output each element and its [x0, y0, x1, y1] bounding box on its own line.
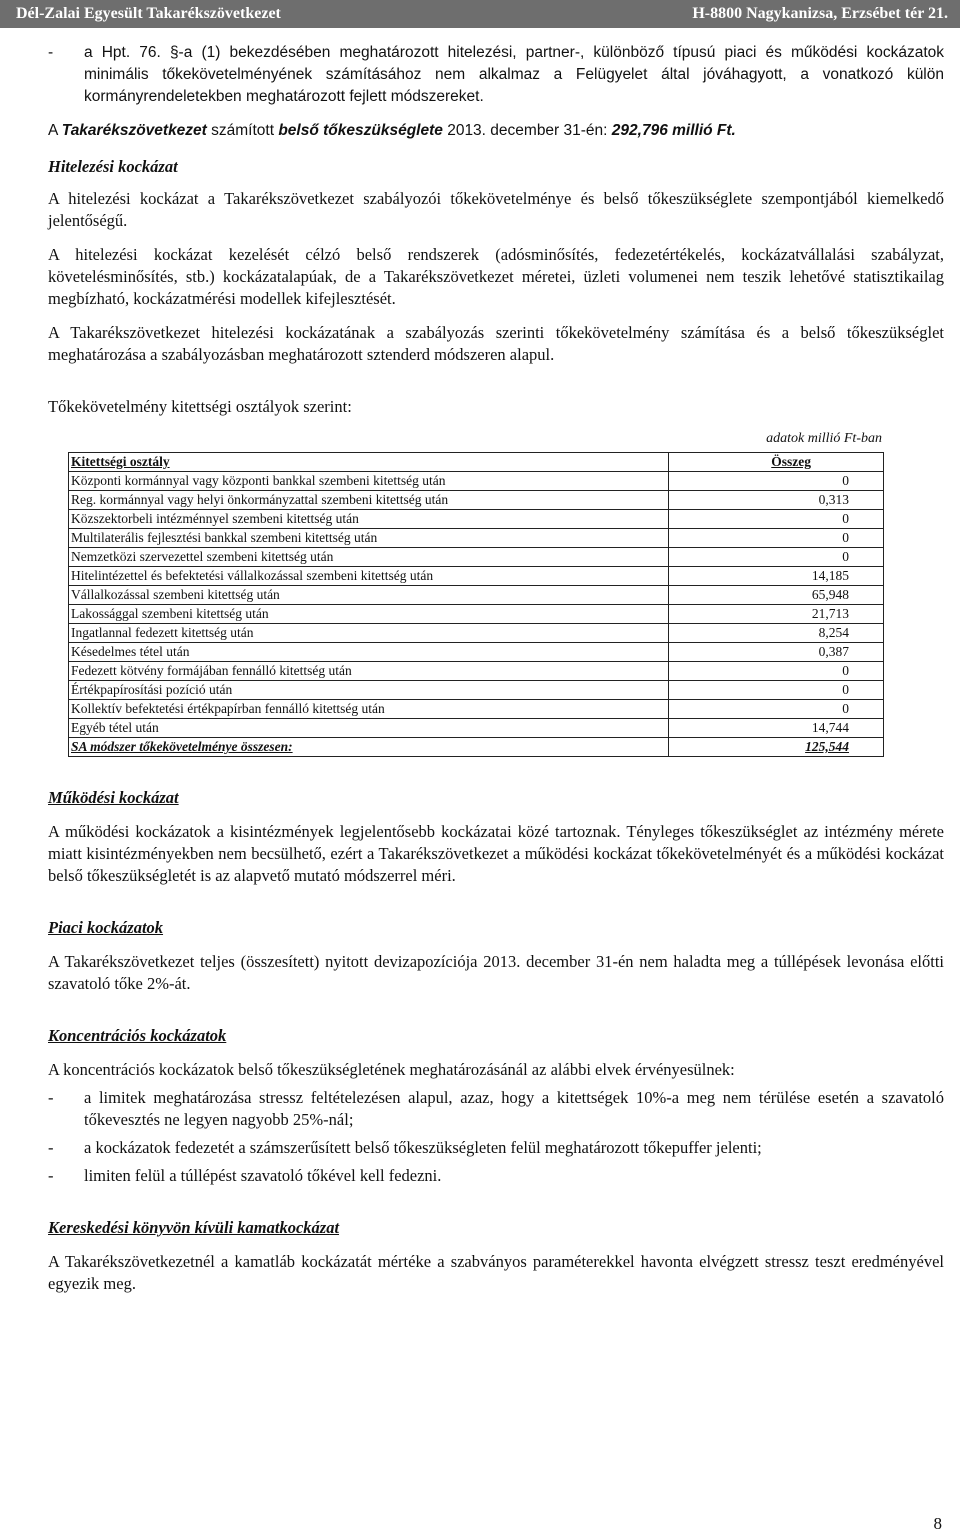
header-address: H-8800 Nagykanizsa, Erzsébet tér 21. — [692, 5, 948, 22]
summary-term: belső tőkeszükséglete — [278, 122, 443, 139]
total-label: SA módszer tőkekövetelménye összesen: — [69, 738, 669, 757]
exposure-class-label: Késedelmes tétel után — [69, 643, 669, 662]
header-institution-name: Dél-Zalai Egyesült Takarékszövetkezet — [16, 5, 281, 22]
exposure-class-value: 21,713 — [669, 605, 884, 624]
list-item — [48, 1087, 944, 1131]
document-page — [48, 42, 944, 1295]
table-row — [69, 586, 884, 605]
summary-prefix: A — [48, 122, 62, 139]
exposure-class-label: Lakossággal szembeni kitettség után — [69, 605, 669, 624]
list-item-text: limiten felül a túllépést szavatoló tőkével kell fedezni. — [84, 1166, 442, 1185]
operational-risk-heading: Működési kockázat — [48, 788, 179, 807]
exposure-class-label: Egyéb tétel után — [69, 719, 669, 738]
exposure-class-value: 0 — [669, 700, 884, 719]
exposure-class-table — [68, 452, 884, 757]
summary-mid1: számított — [206, 122, 279, 139]
exposure-class-label: Közszektorbeli intézménnyel szembeni kitettség után — [69, 510, 669, 529]
credit-risk-paragraph-1: A hitelezési kockázat a Takarékszövetkezet szabályozói tőkekövetelménye és belső tőkeszükséglete szempontjából kiemelkedő jelentőségű. — [48, 189, 944, 230]
summary-mid2: 2013. december 31-én: — [442, 122, 612, 139]
exposure-class-value: 0,313 — [669, 491, 884, 510]
market-risk-paragraph: A Takarékszövetkezet teljes (összesített) nyitott devizapozíciója 2013. december 31-én nem haladta meg a túllépések levonása előtti szavatoló tőke 2%-át. — [48, 952, 944, 993]
credit-risk-paragraph-2: A hitelezési kockázat kezelését célzó belső rendszerek (adósminősítés, fedezetértékelés, kockázatvállalási szabályzat, követelésminősítés, stb.) kockázatalapúak, de a Takarékszövetkezet méretei, üzleti volumenei nem teszik lehetővé statisztikailag megbízható, kockázatmérési modellek kifejlesztését. — [48, 245, 944, 308]
table-row — [69, 605, 884, 624]
summary-value: 292,796 millió Ft. — [611, 122, 736, 139]
total-value: 125,544 — [669, 738, 884, 757]
list-item — [48, 1137, 944, 1159]
intro-list-item — [48, 42, 944, 108]
table-row — [69, 681, 884, 700]
running-header — [0, 0, 960, 28]
table-title: Tőkekövetelmény kitettségi osztályok szerint: — [48, 397, 352, 416]
exposure-class-label: Ingatlannal fedezett kitettség után — [69, 624, 669, 643]
exposure-class-label: Multilaterális fejlesztési bankkal szembeni kitettség után — [69, 529, 669, 548]
list-item-text: a kockázatok fedezetét a számszerűsített belső tőkeszükségleten felül meghatározott tőkepuffer jelenti; — [84, 1138, 762, 1157]
credit-risk-heading: Hitelezési kockázat — [48, 157, 178, 176]
table-header-row — [69, 453, 884, 472]
interest-rate-risk-heading: Kereskedési könyvön kívüli kamatkockázat — [48, 1218, 340, 1237]
exposure-class-value: 8,254 — [669, 624, 884, 643]
list-dash: - — [48, 44, 54, 61]
list-item-text: a limitek meghatározása stressz feltételezésen alapul, azaz, hogy a kitettségek 10%-a meg nem térülése esetén a szavatoló tőkevesztés ne legyen nagyobb 25%-nál; — [84, 1088, 944, 1129]
exposure-class-value: 0 — [669, 472, 884, 491]
exposure-class-value: 0 — [669, 548, 884, 567]
exposure-class-value: 0 — [669, 681, 884, 700]
concentration-risk-paragraph: A koncentrációs kockázatok belső tőkeszükségletének meghatározásánál az alábbi elvek érvényesülnek: — [48, 1060, 735, 1079]
list-dash: - — [48, 1166, 54, 1185]
page-number: 8 — [933, 1514, 942, 1533]
exposure-class-label: Hitelintézettel és befektetési vállalkozással szembeni kitettség után — [69, 567, 669, 586]
exposure-class-label: Nemzetközi szervezettel szembeni kitettség után — [69, 548, 669, 567]
interest-rate-risk-paragraph: A Takarékszövetkezetnél a kamatláb kockázatát mértéke a szabványos paraméterekkel havonta elvégzett stressz teszt eredményével egyezik meg. — [48, 1252, 944, 1293]
exposure-class-label: Kollektív befektetési értékpapírban fennálló kitettség után — [69, 700, 669, 719]
table-row — [69, 567, 884, 586]
exposure-class-value: 65,948 — [669, 586, 884, 605]
table-row — [69, 510, 884, 529]
column-header-sum: Összeg — [669, 453, 884, 472]
intro-item-text: a Hpt. 76. §-a (1) bekezdésében meghatározott hitelezési, partner-, különböző típusú piaci és működési kockázatok minimális tőkekövetelményének számításához nem alkalmaz a Felügyelet által jóváhagyott, a vonatkozó külön kormányrendeletekben meghatározott fejlett módszereket. — [84, 44, 944, 105]
exposure-class-value: 0 — [669, 529, 884, 548]
table-row — [69, 624, 884, 643]
operational-risk-paragraph: A működési kockázatok a kisintézmények legjelentősebb kockázatai közé tartoznak. Tényleges tőkeszükséglet az intézmény mérete miatt kisintézményekben nem becsülhető, ezért a Takarékszövetkezet a működési kockázat tőkekövetelményét és a működési kockázat belső tőkeszükségletét is az alapvető mutató módszerrel méri. — [48, 822, 944, 885]
list-item — [48, 1165, 944, 1187]
exposure-class-value: 0 — [669, 510, 884, 529]
capital-requirement-summary — [48, 120, 944, 142]
table-unit-note: adatok millió Ft-ban — [766, 431, 882, 446]
market-risk-heading: Piaci kockázatok — [48, 918, 164, 937]
exposure-class-value: 14,744 — [669, 719, 884, 738]
table-row — [69, 700, 884, 719]
table-row — [69, 662, 884, 681]
concentration-risk-list — [48, 1087, 944, 1187]
table-row — [69, 548, 884, 567]
exposure-class-label: Központi kormánnyal vagy központi bankkal szembeni kitettség után — [69, 472, 669, 491]
table-total-row — [69, 738, 884, 757]
list-dash: - — [48, 1138, 54, 1157]
exposure-class-label: Vállalkozással szembeni kitettség után — [69, 586, 669, 605]
column-header-class: Kitettségi osztály — [69, 453, 669, 472]
exposure-class-label: Fedezett kötvény formájában fennálló kitettség után — [69, 662, 669, 681]
exposure-class-value: 14,185 — [669, 567, 884, 586]
credit-risk-paragraph-3: A Takarékszövetkezet hitelezési kockázatának a szabályozás szerinti tőkekövetelmény számítása és a belső tőkeszükséglet meghatározása a szabályozásban meghatározott sztenderd módszeren alapul. — [48, 323, 944, 364]
exposure-class-value: 0 — [669, 662, 884, 681]
table-row — [69, 472, 884, 491]
table-row — [69, 719, 884, 738]
table-row — [69, 643, 884, 662]
exposure-class-label: Reg. kormánnyal vagy helyi önkormányzattal szembeni kitettség után — [69, 491, 669, 510]
summary-entity: Takarékszövetkezet — [61, 122, 207, 139]
list-dash: - — [48, 1088, 54, 1107]
exposure-class-label: Értékpapírosítási pozíció után — [69, 681, 669, 700]
table-row — [69, 491, 884, 510]
exposure-class-value: 0,387 — [669, 643, 884, 662]
concentration-risk-heading: Koncentrációs kockázatok — [48, 1026, 227, 1045]
table-row — [69, 529, 884, 548]
